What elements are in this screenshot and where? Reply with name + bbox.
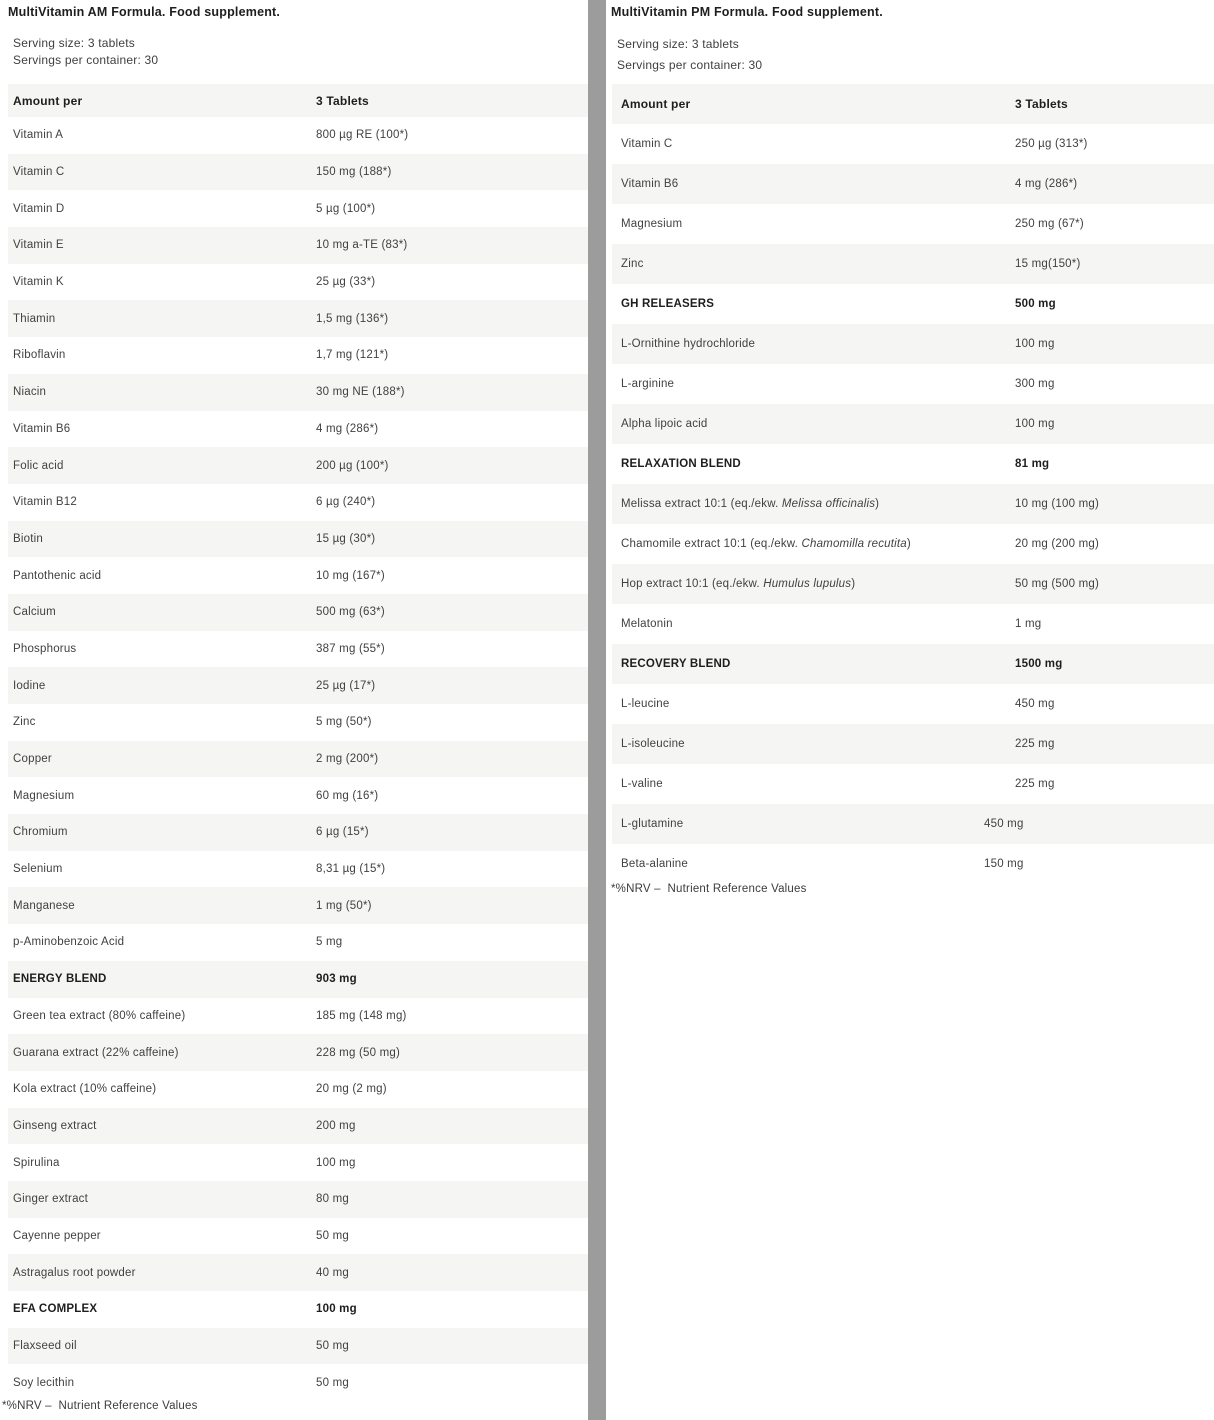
row-label xyxy=(612,538,911,550)
row-label xyxy=(8,863,63,875)
label-text: L-glutamine xyxy=(621,818,684,830)
row-label xyxy=(612,858,688,870)
row-value: 20 mg (2 mg) xyxy=(316,1083,387,1096)
table-row xyxy=(612,404,1214,444)
table-row xyxy=(612,164,1214,204)
table-row xyxy=(8,337,588,374)
table-row xyxy=(8,411,588,448)
label-text: RELAXATION BLEND xyxy=(621,458,741,470)
row-label xyxy=(612,178,678,190)
table-row xyxy=(612,564,1214,604)
label-text: Chamomile extract 10:1 (eq./ekw. xyxy=(621,538,802,550)
row-value: 100 mg xyxy=(316,1156,356,1169)
table-row xyxy=(8,998,588,1035)
row-value: 150 mg xyxy=(984,858,1024,870)
row-value: 10 mg a-TE (83*) xyxy=(316,239,408,252)
label-text: Vitamin C xyxy=(13,166,65,179)
row-label xyxy=(612,618,673,630)
nrv-footnote-pm: *%NRV – Nutrient Reference Values xyxy=(611,883,807,895)
table-row xyxy=(8,447,588,484)
row-value: 387 mg (55*) xyxy=(316,642,385,655)
table-row xyxy=(612,764,1214,804)
pm-nutrition-table xyxy=(612,84,1214,884)
row-value: 5 mg xyxy=(316,936,343,949)
row-value: 20 mg (200 mg) xyxy=(1015,538,1099,550)
row-value: 100 mg xyxy=(1015,418,1055,430)
row-label xyxy=(8,1230,101,1242)
table-row xyxy=(8,1108,588,1145)
column-header-amount-per: Amount per xyxy=(621,97,691,111)
label-text: Flaxseed oil xyxy=(13,1340,77,1353)
label-text: Vitamin B6 xyxy=(13,422,71,435)
label-text: L-valine xyxy=(621,778,663,790)
row-value: 185 mg (148 mg) xyxy=(316,1009,407,1022)
label-text: Astragalus root powder xyxy=(13,1266,136,1279)
label-text: Vitamin K xyxy=(13,276,64,289)
label-text: L-arginine xyxy=(621,378,675,390)
label-text: GH RELEASERS xyxy=(621,298,715,310)
row-value: 4 mg (286*) xyxy=(316,422,379,435)
table-row xyxy=(8,1034,588,1071)
row-value: 1 mg xyxy=(1015,618,1042,630)
row-label xyxy=(8,239,64,251)
row-label xyxy=(612,418,708,430)
row-value: 5 µg (100*) xyxy=(316,202,376,215)
table-row xyxy=(8,667,588,704)
row-value: 450 mg xyxy=(1015,698,1055,710)
label-text: ) xyxy=(875,498,880,510)
row-value: 50 mg (500 mg) xyxy=(1015,578,1099,590)
row-label xyxy=(8,349,66,361)
table-row xyxy=(612,484,1214,524)
row-label xyxy=(8,313,55,325)
table-row xyxy=(8,190,588,227)
row-value: 100 mg xyxy=(316,1303,357,1316)
am-nutrition-table xyxy=(8,84,588,1401)
label-text: Ginger extract xyxy=(13,1193,89,1206)
label-text: Guarana extract (22% caffeine) xyxy=(13,1046,179,1059)
vertical-divider xyxy=(588,0,606,1420)
row-value: 200 µg (100*) xyxy=(316,459,389,472)
label-text: Manganese xyxy=(13,899,75,912)
table-row xyxy=(8,521,588,558)
label-text: Beta-alanine xyxy=(621,858,688,870)
table-row xyxy=(612,364,1214,404)
row-label xyxy=(8,203,64,215)
table-row xyxy=(612,524,1214,564)
label-text: Iodine xyxy=(13,679,46,692)
row-value: 200 mg xyxy=(316,1119,356,1132)
label-text: Soy lecithin xyxy=(13,1376,75,1389)
row-value: 50 mg xyxy=(316,1340,349,1353)
table-header-row xyxy=(8,84,588,117)
row-value: 25 µg (33*) xyxy=(316,276,376,289)
row-value: 225 mg xyxy=(1015,778,1055,790)
nrv-footnote-am: *%NRV – Nutrient Reference Values xyxy=(2,1400,198,1412)
row-label xyxy=(8,973,107,985)
row-label xyxy=(8,1377,74,1389)
label-text: ) xyxy=(851,578,856,590)
table-row xyxy=(8,1291,588,1328)
column-header-amount-per: Amount per xyxy=(13,93,83,108)
row-label xyxy=(8,643,76,655)
column-header-tablets: 3 Tablets xyxy=(316,93,369,108)
row-value: 5 mg (50*) xyxy=(316,716,372,729)
row-value: 903 mg xyxy=(316,973,357,986)
table-row xyxy=(612,284,1214,324)
row-label xyxy=(612,458,741,470)
row-value: 8,31 µg (15*) xyxy=(316,863,386,876)
table-row xyxy=(8,594,588,631)
table-row xyxy=(8,557,588,594)
table-row xyxy=(612,124,1214,164)
table-row xyxy=(8,154,588,191)
label-text: Ginseng extract xyxy=(13,1119,97,1132)
row-label xyxy=(8,533,43,545)
table-row xyxy=(612,244,1214,284)
row-label xyxy=(8,900,75,912)
row-label xyxy=(8,1267,136,1279)
table-row xyxy=(8,777,588,814)
row-label xyxy=(8,936,124,948)
serving-size-pm: Serving size: 3 tablets xyxy=(617,37,739,51)
row-label xyxy=(8,1047,179,1059)
label-text: Biotin xyxy=(13,532,43,545)
label-text: Pantothenic acid xyxy=(13,569,102,582)
table-row xyxy=(612,804,1214,844)
table-row xyxy=(8,117,588,154)
table-row xyxy=(612,724,1214,764)
row-value: 80 mg xyxy=(316,1193,349,1206)
row-value: 4 mg (286*) xyxy=(1015,178,1078,190)
label-text: Riboflavin xyxy=(13,349,66,362)
row-value: 1,5 mg (136*) xyxy=(316,312,389,325)
label-text: Vitamin C xyxy=(621,138,673,150)
table-body xyxy=(612,124,1214,884)
table-row xyxy=(8,484,588,521)
row-value: 250 µg (313*) xyxy=(1015,138,1088,150)
table-row xyxy=(8,1328,588,1365)
row-value: 1500 mg xyxy=(1015,658,1063,670)
row-value: 81 mg xyxy=(1015,458,1050,470)
label-text: Folic acid xyxy=(13,459,64,472)
row-label xyxy=(8,1340,77,1352)
row-value: 1,7 mg (121*) xyxy=(316,349,389,362)
row-label xyxy=(612,498,879,510)
species-name: Chamomilla recutita xyxy=(801,538,907,550)
label-text: Vitamin B12 xyxy=(13,496,77,509)
label-text: p-Aminobenzoic Acid xyxy=(13,936,125,949)
row-label xyxy=(612,738,685,750)
row-label xyxy=(8,423,70,435)
label-text: RECOVERY BLEND xyxy=(621,658,731,670)
table-row xyxy=(8,924,588,961)
label-text: Chromium xyxy=(13,826,68,839)
row-label xyxy=(612,378,674,390)
row-label xyxy=(8,1010,185,1022)
row-label xyxy=(612,338,755,350)
label-text: Zinc xyxy=(621,258,644,270)
label-text: Vitamin B6 xyxy=(621,178,679,190)
row-label xyxy=(8,496,77,508)
label-text: Magnesium xyxy=(13,789,75,802)
row-label xyxy=(8,276,64,288)
label-text: Zinc xyxy=(13,716,36,729)
serving-size-am: Serving size: 3 tablets xyxy=(13,36,135,50)
row-label xyxy=(612,298,714,310)
table-row xyxy=(612,604,1214,644)
label-text: Cayenne pepper xyxy=(13,1229,101,1242)
table-row xyxy=(8,1254,588,1291)
table-row xyxy=(8,1071,588,1108)
row-label xyxy=(8,1303,97,1315)
table-body xyxy=(8,117,588,1401)
table-row xyxy=(8,887,588,924)
row-value: 6 µg (15*) xyxy=(316,826,369,839)
label-text: EFA COMPLEX xyxy=(13,1303,98,1316)
label-text: Kola extract (10% caffeine) xyxy=(13,1083,157,1096)
table-row xyxy=(8,374,588,411)
pm-formula-panel xyxy=(606,0,1214,1420)
row-label xyxy=(612,258,644,270)
row-value: 450 mg xyxy=(984,818,1024,830)
row-label xyxy=(612,778,663,790)
row-label xyxy=(612,658,731,670)
table-row xyxy=(8,227,588,264)
table-row xyxy=(612,844,1214,884)
row-value: 1 mg (50*) xyxy=(316,899,372,912)
label-text: Thiamin xyxy=(13,312,56,325)
row-value: 50 mg xyxy=(316,1376,349,1389)
column-header-tablets: 3 Tablets xyxy=(1015,97,1068,111)
row-value: 15 µg (30*) xyxy=(316,532,376,545)
row-label xyxy=(612,218,682,230)
label-text: Hop extract 10:1 (eq./ekw. xyxy=(621,578,764,590)
row-value: 30 mg NE (188*) xyxy=(316,386,405,399)
label-text: L-Ornithine hydrochloride xyxy=(621,338,756,350)
row-value: 10 mg (100 mg) xyxy=(1015,498,1099,510)
table-row xyxy=(8,631,588,668)
row-label xyxy=(8,680,46,692)
row-value: 100 mg xyxy=(1015,338,1055,350)
servings-per-container-pm: Servings per container: 30 xyxy=(617,58,763,72)
label-text: L-leucine xyxy=(621,698,670,710)
row-value: 50 mg xyxy=(316,1229,349,1242)
table-row xyxy=(612,444,1214,484)
species-name: Humulus lupulus xyxy=(763,578,852,590)
row-value: 500 mg xyxy=(1015,298,1056,310)
label-text: Calcium xyxy=(13,606,56,619)
species-name: Melissa officinalis xyxy=(781,498,876,510)
label-text: Melissa extract 10:1 (eq./ekw. xyxy=(621,498,782,510)
row-label xyxy=(8,386,46,398)
row-label xyxy=(8,460,64,472)
table-row xyxy=(612,324,1214,364)
row-value: 500 mg (63*) xyxy=(316,606,385,619)
label-text: Niacin xyxy=(13,386,47,399)
row-label xyxy=(8,129,63,141)
row-value: 800 µg RE (100*) xyxy=(316,129,409,142)
row-label xyxy=(8,753,52,765)
row-label xyxy=(8,790,74,802)
table-row xyxy=(8,704,588,741)
row-label xyxy=(612,698,669,710)
label-text: Green tea extract (80% caffeine) xyxy=(13,1009,186,1022)
table-row xyxy=(612,644,1214,684)
table-row xyxy=(8,1218,588,1255)
row-value: 150 mg (188*) xyxy=(316,166,392,179)
table-row xyxy=(8,741,588,778)
row-value: 225 mg xyxy=(1015,738,1055,750)
row-label xyxy=(8,166,64,178)
row-value: 25 µg (17*) xyxy=(316,679,376,692)
servings-per-container-am: Servings per container: 30 xyxy=(13,53,159,67)
row-label xyxy=(8,716,36,728)
row-value: 300 mg xyxy=(1015,378,1055,390)
label-text: Phosphorus xyxy=(13,642,77,655)
row-label xyxy=(8,1157,60,1169)
label-text: Vitamin D xyxy=(13,202,65,215)
row-value: 2 mg (200*) xyxy=(316,753,379,766)
table-row xyxy=(8,814,588,851)
label-text: Vitamin A xyxy=(13,129,64,142)
row-value: 10 mg (167*) xyxy=(316,569,385,582)
label-text: Spirulina xyxy=(13,1156,60,1169)
table-row xyxy=(8,1144,588,1181)
table-row xyxy=(8,1364,588,1401)
row-value: 250 mg (67*) xyxy=(1015,218,1084,230)
row-label xyxy=(8,826,68,838)
row-value: 60 mg (16*) xyxy=(316,789,379,802)
am-formula-panel xyxy=(0,0,588,1420)
label-text: Alpha lipoic acid xyxy=(621,418,708,430)
table-row xyxy=(8,264,588,301)
table-row xyxy=(8,1181,588,1218)
label-text: ENERGY BLEND xyxy=(13,973,107,986)
table-row xyxy=(8,851,588,888)
row-value: 40 mg xyxy=(316,1266,349,1279)
row-value: 6 µg (240*) xyxy=(316,496,376,509)
row-label xyxy=(8,570,101,582)
panel-title-am: MultiVitamin AM Formula. Food supplement. xyxy=(8,5,281,19)
label-text: Vitamin E xyxy=(13,239,64,252)
label-text: Magnesium xyxy=(621,218,683,230)
row-label xyxy=(8,1083,156,1095)
label-text: Melatonin xyxy=(621,618,673,630)
label-text: Selenium xyxy=(13,863,63,876)
row-label xyxy=(612,578,855,590)
row-value: 228 mg (50 mg) xyxy=(316,1046,400,1059)
table-row xyxy=(8,961,588,998)
table-header-row xyxy=(612,84,1214,124)
row-label xyxy=(8,1193,88,1205)
row-label xyxy=(8,1120,97,1132)
row-label xyxy=(8,606,56,618)
row-label xyxy=(612,138,672,150)
label-text: ) xyxy=(906,538,911,550)
row-value: 15 mg(150*) xyxy=(1015,258,1081,270)
label-text: Copper xyxy=(13,753,52,766)
row-label xyxy=(612,818,683,830)
table-row xyxy=(612,684,1214,724)
panel-title-pm: MultiVitamin PM Formula. Food supplement. xyxy=(611,5,883,19)
label-text: L-isoleucine xyxy=(621,738,685,750)
table-row xyxy=(8,300,588,337)
table-row xyxy=(612,204,1214,244)
